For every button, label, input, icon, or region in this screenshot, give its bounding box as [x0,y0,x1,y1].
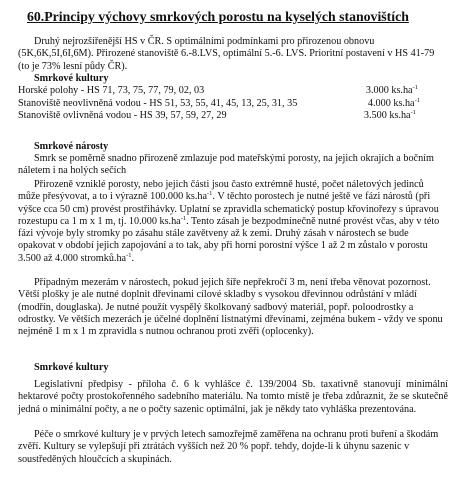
narosty-paragraph-3: Případným mezerám v nárostech, pokud jejich šíře nepřekročí 3 m, není třeba věnovat pozornost. Větší plošky je ale nutné doplnit dřevinami cílové skladby s vysokou dřevinnou odrůstání v mládí (modřín, douglaska). Je nutné použít vyspělý školkovaný sadbový materiál, popř. poloodrostky a odrostky. Ve větších mezerách je účelné doplnění listnatými dřevinami, zejména bukem - vždy ve sponu nejméně 1 m x 1 m zpravidla s nutnou ochranou proti zvěři (oplocenky). [18,277,443,338]
table-row [18,110,448,122]
table-row-value: 3.000 $ks.ha^{-1}$ [365,84,418,97]
kultury-paragraph-1: Legislativní předpisy - příloha č. 6 k vyhlášce č. 139/2004 Sb. taxativně stanovují minimální hektarové počty prostokořenného sadebního materiálu. Na tomto místě je třeba zdůraznit, že se skutečně jedná o minimální počty, a ne o počty sazenic optimální, jak je někdy tato vyhláška prezentována. [18,379,448,415]
section-heading-kultury: Smrkové kultury [34,362,109,373]
table-row [18,85,448,97]
table-row [18,98,448,110]
page-title: 60.Principy výchovy smrkových porostu na kyselých stanovištích [27,9,409,24]
intro-paragraph: Druhý nejrozšířenější HS v ČR. S optimálními podmínkami pro přirozenou obnovu (5K,6K,5I,6I,6M). Přirozené stanoviště 6.-8.LVS, optimální 5.-6. LVS. Prioritní postavení v HS 41-79 (to je 73% lesní půdy ČR). [18,36,435,72]
table-row-label: Stanoviště neovlivněná vodou - HS 51, 53, 55, 41, 45, 13, 25, 31, 35 [18,97,298,109]
section-heading-narosty: Smrkové nárosty [34,141,109,152]
table-row-label: Stanoviště ovlivněná vodou - HS 39, 57, 59, 27, 29 [18,109,227,121]
kultury-table-section [18,73,448,122]
table-row-value: 3.500 $ks.ha^{-1}$ [363,108,416,121]
table-row-label: Horské polohy - HS 71, 73, 75, 77, 79, 02, 03 [18,85,205,97]
table-row-value: 4.000 $ks.ha^{-1}$ [367,96,420,109]
narosty-paragraph-2: Přirozeně vzniklé porosty, nebo jejich části jsou často extrémně husté, počet náletových jedinců může přesývovat, a to i výrazně 100.000 $ks.ha^{-1}$. V těchto porostech je nutné ještě ve fázi nárostů (při výšce cca 50 cm) provést prostřihávky. Uplatní se zpravidla schematický postup křovinořezy s úpravou rozestupu ca 1 m x 1 m, tj. 10.000 $ks.ha^{-1}$. Tento zásah je bezpodmínečně nutné provést včas, aby v této fázi vývoje byly stromky po zásahu stále zavětveny až k zemi. Druhý zásah v nárostech se bude opakovat v období jejich zapojování a to tak, aby při horní porostní výšce 1 až 2 m zůstalo v porostu 3.500 až 4.000 $stromků.ha^{-1}$. [18,179,440,264]
narosty-paragraph-1: Smrk se poměrně snadno přirozeně zmlazuje pod mateřskými porosty, na jejich okrajích a bočním náletem i na holých sečích [18,153,434,177]
section-heading-kultury-table: Smrkové kultury [34,73,109,84]
kultury-paragraph-2: Péče o smrkové kultury je v prvých letech samozřejmě zaměřena na ochranu proti buření a škodám zvěří. Kultury se vylepšují při ztrátách vyšších než 20 % popř. tehdy, dojde-li k úhynu sazenic v soustředěných hloučcích a skupinách. [18,429,439,465]
